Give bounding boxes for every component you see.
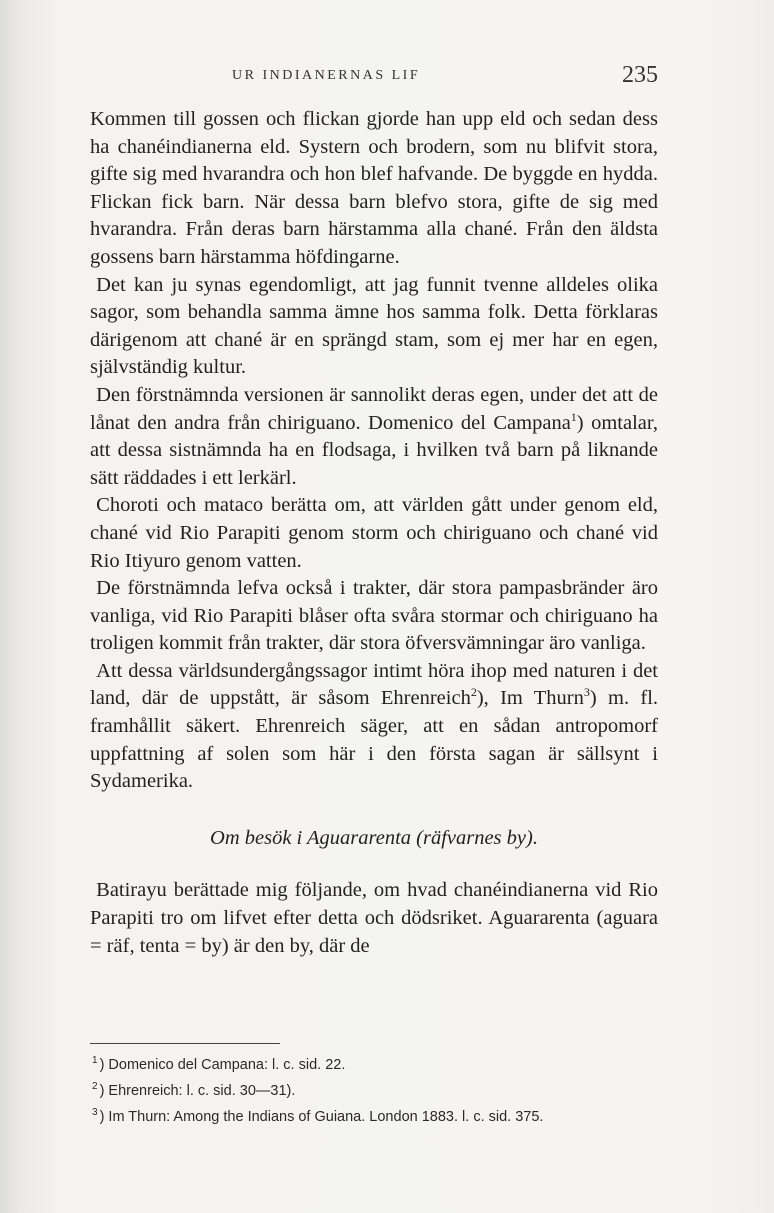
paragraph <box>90 382 658 492</box>
footnote <box>92 1102 672 1128</box>
paragraph-text: Det kan ju synas egendomligt, att jag funnit tvenne alldeles olika sagor, som behandla samma ämne hos samma folk. Detta förklaras därigenom att chané är en sprängd stam, som ej mer har en egen, självständig kultur. <box>90 273 658 379</box>
paragraph <box>90 106 658 272</box>
paragraph-text: ), Im Thurn <box>476 687 584 710</box>
paragraph-text: Den förstnämnda versionen är sannolikt deras egen, under det att de lånat den andra från chiriguano. Domenico del Campana <box>90 383 658 434</box>
paragraph-text: ) omtalar, att dessa sistnämnda ha en flodsaga, i hvilken två barn på liknande sätt räddades i ett lerkärl. <box>90 411 658 489</box>
footnote-text: ) Ehrenreich: l. c. sid. 30—31). <box>99 1082 296 1099</box>
page-header <box>90 62 660 92</box>
footnote-reference: 1 <box>570 409 577 424</box>
paragraph <box>90 272 658 382</box>
paragraph-text: Att dessa världsundergångssagor intimt höra ihop med naturen i det land, där de uppstått, är såsom Ehrenreich <box>90 659 658 710</box>
footnote-reference: 3 <box>583 685 590 700</box>
footnote-reference: 2 <box>470 685 477 700</box>
section-heading: Om besök i Aguararenta (räfvarnes by). <box>210 826 538 849</box>
footnotes <box>92 1050 672 1127</box>
paragraph <box>90 492 658 575</box>
footnote-mark: 2 <box>92 1080 98 1092</box>
running-title: UR INDIANERNAS LIF <box>232 68 421 83</box>
paragraph-text: Batirayu berättade mig följande, om hvad chanéindianerna vid Rio Parapiti tro om lifvet efter detta och dödsriket. Aguararenta (aguara = räf, tenta = by) är den by, där de <box>90 879 658 957</box>
footnote <box>92 1076 672 1102</box>
main-text <box>90 106 658 960</box>
paragraph-text: ) m. fl. framhållit säkert. Ehrenreich säger, att en sådan antropomorf uppfattning af solen som här i den första sagan är sällsynt i Sydamerika. <box>90 687 659 793</box>
footnote <box>92 1050 672 1076</box>
footnote-text: ) Im Thurn: Among the Indians of Guiana. London 1883. l. c. sid. 375. <box>99 1108 544 1125</box>
paragraph-text: De förstnämnda lefva också i trakter, där stora pampasbränder äro vanliga, vid Rio Parapiti blåser ofta svåra stormar och chiriguano ha troligen kommit från trakter, där stora öfversvämningar äro vanliga. <box>90 577 658 655</box>
footnote-text: ) Domenico del Campana: l. c. sid. 22. <box>99 1056 346 1073</box>
footnote-mark: 3 <box>92 1106 98 1118</box>
paragraph-text: Choroti och mataco berätta om, att världen gått under genom eld, chané vid Rio Parapiti genom storm och chiriguano och chané vid Rio Itiyuro genom vatten. <box>90 494 658 572</box>
paragraph <box>90 658 658 796</box>
paragraph <box>90 877 658 960</box>
page-number: 235 <box>622 62 658 88</box>
footnote-mark: 1 <box>92 1055 98 1066</box>
paragraph-text: Kommen till gossen och flickan gjorde han upp eld och sedan dess ha chanéindianerna eld. Systern och brodern, som nu blifvit stora, gifte sig med hvarandra och hon blef hafvande. De byggde en hydda. Flickan fick barn. När dessa barn blefvo stora, gifte de sig med hvarandra. Från deras barn härstamma alla chané. Från den äldsta gossens barn härstamma höfdingarne. <box>90 108 658 268</box>
footnote-divider <box>90 1043 280 1044</box>
paragraph <box>90 575 658 658</box>
